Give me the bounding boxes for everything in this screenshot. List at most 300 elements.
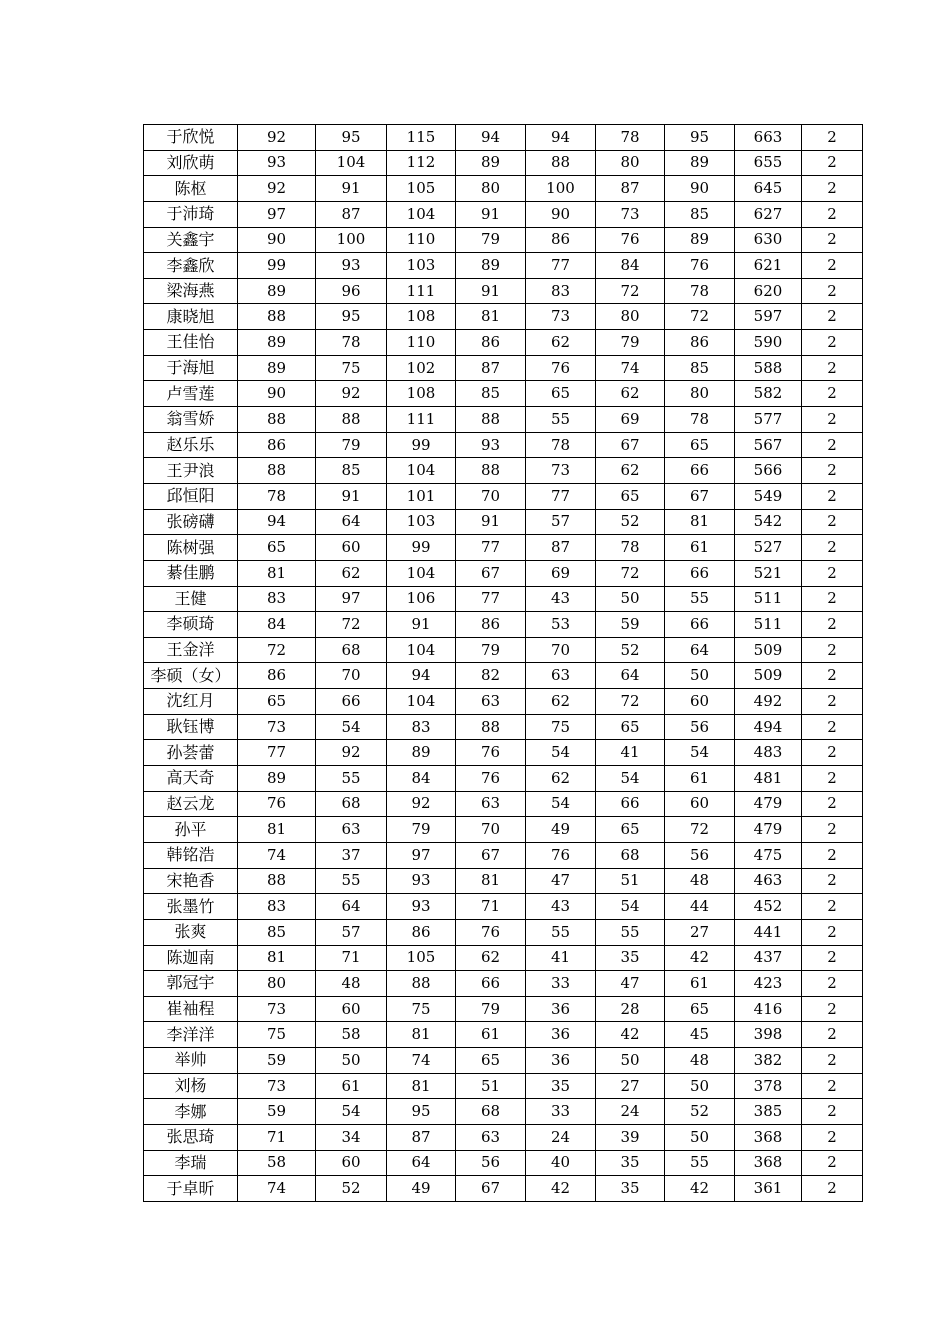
score-cell: 2 <box>802 381 863 407</box>
score-cell: 71 <box>316 945 387 971</box>
score-cell: 112 <box>387 150 456 176</box>
score-cell: 398 <box>735 1022 802 1048</box>
score-cell: 95 <box>665 125 735 151</box>
table-row <box>144 330 863 356</box>
score-cell: 55 <box>526 407 596 433</box>
student-name-cell: 于沛琦 <box>144 201 238 227</box>
score-cell: 77 <box>456 586 526 612</box>
score-cell: 66 <box>665 458 735 484</box>
score-cell: 85 <box>456 381 526 407</box>
score-cell: 627 <box>735 201 802 227</box>
score-cell: 77 <box>526 253 596 279</box>
score-cell: 88 <box>456 458 526 484</box>
score-cell: 79 <box>596 330 665 356</box>
score-cell: 2 <box>802 817 863 843</box>
score-cell: 76 <box>526 355 596 381</box>
score-cell: 50 <box>665 1073 735 1099</box>
score-cell: 81 <box>387 1022 456 1048</box>
score-cell: 88 <box>238 868 316 894</box>
score-cell: 66 <box>596 791 665 817</box>
score-cell: 102 <box>387 355 456 381</box>
score-cell: 475 <box>735 842 802 868</box>
table-row <box>144 612 863 638</box>
score-cell: 104 <box>387 689 456 715</box>
score-cell: 79 <box>456 637 526 663</box>
score-cell: 85 <box>665 355 735 381</box>
score-cell: 577 <box>735 407 802 433</box>
score-cell: 368 <box>735 1124 802 1150</box>
score-cell: 86 <box>456 612 526 638</box>
score-cell: 70 <box>456 817 526 843</box>
score-cell: 416 <box>735 996 802 1022</box>
score-cell: 368 <box>735 1150 802 1176</box>
score-cell: 62 <box>316 560 387 586</box>
score-cell: 55 <box>316 766 387 792</box>
score-cell: 33 <box>526 1099 596 1125</box>
score-cell: 94 <box>238 509 316 535</box>
score-cell: 81 <box>238 945 316 971</box>
score-cell: 2 <box>802 714 863 740</box>
score-cell: 630 <box>735 227 802 253</box>
score-cell: 56 <box>456 1150 526 1176</box>
score-cell: 74 <box>387 1048 456 1074</box>
student-name-cell: 关鑫宇 <box>144 227 238 253</box>
score-cell: 76 <box>456 766 526 792</box>
score-cell: 78 <box>238 483 316 509</box>
score-cell: 63 <box>456 791 526 817</box>
table-row <box>144 971 863 997</box>
score-cell: 85 <box>316 458 387 484</box>
score-cell: 361 <box>735 1176 802 1202</box>
score-cell: 97 <box>238 201 316 227</box>
score-cell: 35 <box>596 1150 665 1176</box>
student-name-cell: 王金洋 <box>144 637 238 663</box>
score-cell: 53 <box>526 612 596 638</box>
score-cell: 2 <box>802 1124 863 1150</box>
score-cell: 86 <box>238 663 316 689</box>
score-cell: 2 <box>802 919 863 945</box>
score-cell: 81 <box>665 509 735 535</box>
score-cell: 103 <box>387 253 456 279</box>
score-cell: 51 <box>596 868 665 894</box>
score-cell: 54 <box>596 894 665 920</box>
score-cell: 79 <box>456 996 526 1022</box>
table-row <box>144 689 863 715</box>
score-cell: 42 <box>665 1176 735 1202</box>
score-cell: 60 <box>316 1150 387 1176</box>
score-cell: 2 <box>802 253 863 279</box>
score-cell: 103 <box>387 509 456 535</box>
score-cell: 52 <box>596 509 665 535</box>
score-cell: 41 <box>596 740 665 766</box>
score-cell: 92 <box>316 740 387 766</box>
score-cell: 63 <box>316 817 387 843</box>
score-cell: 75 <box>316 355 387 381</box>
score-cell: 61 <box>665 535 735 561</box>
score-cell: 84 <box>387 766 456 792</box>
score-cell: 43 <box>526 894 596 920</box>
score-cell: 48 <box>316 971 387 997</box>
score-cell: 385 <box>735 1099 802 1125</box>
score-cell: 509 <box>735 663 802 689</box>
score-cell: 527 <box>735 535 802 561</box>
score-cell: 36 <box>526 996 596 1022</box>
table-row <box>144 894 863 920</box>
score-cell: 76 <box>596 227 665 253</box>
table-row <box>144 1022 863 1048</box>
score-cell: 73 <box>238 714 316 740</box>
score-cell: 89 <box>456 150 526 176</box>
score-cell: 62 <box>526 766 596 792</box>
score-cell: 49 <box>387 1176 456 1202</box>
score-cell: 83 <box>526 278 596 304</box>
score-cell: 68 <box>596 842 665 868</box>
score-cell: 50 <box>316 1048 387 1074</box>
score-cell: 83 <box>238 894 316 920</box>
table-row <box>144 150 863 176</box>
score-cell: 79 <box>316 432 387 458</box>
score-cell: 2 <box>802 176 863 202</box>
score-cell: 72 <box>596 689 665 715</box>
score-cell: 549 <box>735 483 802 509</box>
score-cell: 47 <box>526 868 596 894</box>
score-cell: 63 <box>456 689 526 715</box>
score-cell: 2 <box>802 637 863 663</box>
score-cell: 64 <box>387 1150 456 1176</box>
score-cell: 72 <box>316 612 387 638</box>
score-cell: 441 <box>735 919 802 945</box>
score-cell: 111 <box>387 278 456 304</box>
score-cell: 65 <box>665 996 735 1022</box>
student-name-cell: 王佳怡 <box>144 330 238 356</box>
score-cell: 67 <box>596 432 665 458</box>
score-cell: 55 <box>665 1150 735 1176</box>
score-cell: 111 <box>387 407 456 433</box>
score-cell: 72 <box>238 637 316 663</box>
score-cell: 481 <box>735 766 802 792</box>
score-cell: 80 <box>596 150 665 176</box>
score-cell: 66 <box>665 612 735 638</box>
score-cell: 100 <box>316 227 387 253</box>
score-cell: 65 <box>665 432 735 458</box>
score-cell: 70 <box>456 483 526 509</box>
score-cell: 73 <box>526 458 596 484</box>
score-cell: 2 <box>802 1176 863 1202</box>
score-cell: 99 <box>238 253 316 279</box>
score-cell: 76 <box>456 919 526 945</box>
score-cell: 86 <box>456 330 526 356</box>
score-cell: 104 <box>387 637 456 663</box>
score-cell: 74 <box>596 355 665 381</box>
score-cell: 437 <box>735 945 802 971</box>
score-cell: 87 <box>456 355 526 381</box>
score-cell: 542 <box>735 509 802 535</box>
score-cell: 65 <box>238 689 316 715</box>
table-row <box>144 663 863 689</box>
score-cell: 91 <box>456 509 526 535</box>
score-cell: 36 <box>526 1022 596 1048</box>
score-cell: 88 <box>238 458 316 484</box>
score-cell: 81 <box>456 868 526 894</box>
score-cell: 58 <box>316 1022 387 1048</box>
score-cell: 588 <box>735 355 802 381</box>
table-row <box>144 201 863 227</box>
student-name-cell: 梁海燕 <box>144 278 238 304</box>
table-row <box>144 791 863 817</box>
score-cell: 40 <box>526 1150 596 1176</box>
score-cell: 34 <box>316 1124 387 1150</box>
table-row <box>144 842 863 868</box>
score-cell: 67 <box>665 483 735 509</box>
score-cell: 67 <box>456 842 526 868</box>
score-cell: 87 <box>526 535 596 561</box>
score-cell: 582 <box>735 381 802 407</box>
score-cell: 78 <box>596 535 665 561</box>
score-cell: 2 <box>802 586 863 612</box>
score-cell: 92 <box>316 381 387 407</box>
score-cell: 80 <box>238 971 316 997</box>
score-cell: 94 <box>456 125 526 151</box>
score-cell: 54 <box>526 791 596 817</box>
score-cell: 43 <box>526 586 596 612</box>
table-row <box>144 432 863 458</box>
score-cell: 41 <box>526 945 596 971</box>
score-cell: 79 <box>456 227 526 253</box>
score-cell: 511 <box>735 612 802 638</box>
score-cell: 64 <box>316 509 387 535</box>
score-cell: 597 <box>735 304 802 330</box>
score-cell: 73 <box>238 996 316 1022</box>
student-name-cell: 康晓旭 <box>144 304 238 330</box>
score-cell: 39 <box>596 1124 665 1150</box>
score-cell: 72 <box>665 304 735 330</box>
score-cell: 28 <box>596 996 665 1022</box>
score-cell: 2 <box>802 150 863 176</box>
student-name-cell: 刘杨 <box>144 1073 238 1099</box>
score-cell: 77 <box>238 740 316 766</box>
score-cell: 54 <box>596 766 665 792</box>
score-cell: 590 <box>735 330 802 356</box>
score-cell: 378 <box>735 1073 802 1099</box>
score-cell: 58 <box>238 1150 316 1176</box>
score-cell: 36 <box>526 1048 596 1074</box>
score-cell: 70 <box>316 663 387 689</box>
score-table <box>143 124 863 1202</box>
score-cell: 59 <box>596 612 665 638</box>
score-cell: 63 <box>526 663 596 689</box>
score-cell: 35 <box>596 945 665 971</box>
score-cell: 61 <box>665 971 735 997</box>
score-cell: 93 <box>316 253 387 279</box>
score-cell: 51 <box>456 1073 526 1099</box>
score-cell: 81 <box>456 304 526 330</box>
score-cell: 105 <box>387 945 456 971</box>
score-cell: 91 <box>456 201 526 227</box>
score-cell: 509 <box>735 637 802 663</box>
score-cell: 2 <box>802 458 863 484</box>
student-name-cell: 邱恒阳 <box>144 483 238 509</box>
score-cell: 104 <box>387 458 456 484</box>
student-name-cell: 陈枢 <box>144 176 238 202</box>
score-cell: 84 <box>596 253 665 279</box>
score-cell: 67 <box>456 1176 526 1202</box>
student-name-cell: 李硕（女） <box>144 663 238 689</box>
student-name-cell: 李娜 <box>144 1099 238 1125</box>
score-cell: 2 <box>802 278 863 304</box>
score-cell: 42 <box>596 1022 665 1048</box>
score-cell: 2 <box>802 1022 863 1048</box>
score-cell: 88 <box>526 150 596 176</box>
student-name-cell: 于海旭 <box>144 355 238 381</box>
score-cell: 86 <box>238 432 316 458</box>
score-cell: 90 <box>238 381 316 407</box>
score-cell: 108 <box>387 304 456 330</box>
score-cell: 27 <box>596 1073 665 1099</box>
score-cell: 93 <box>387 894 456 920</box>
student-name-cell: 李硕琦 <box>144 612 238 638</box>
score-cell: 55 <box>526 919 596 945</box>
score-cell: 2 <box>802 842 863 868</box>
score-cell: 52 <box>596 637 665 663</box>
student-name-cell: 翁雪娇 <box>144 407 238 433</box>
score-cell: 76 <box>456 740 526 766</box>
score-cell: 86 <box>665 330 735 356</box>
score-cell: 2 <box>802 227 863 253</box>
score-cell: 66 <box>316 689 387 715</box>
score-cell: 105 <box>387 176 456 202</box>
score-cell: 68 <box>316 791 387 817</box>
score-cell: 75 <box>238 1022 316 1048</box>
score-cell: 88 <box>456 407 526 433</box>
score-cell: 2 <box>802 1099 863 1125</box>
table-row <box>144 560 863 586</box>
score-cell: 59 <box>238 1099 316 1125</box>
score-cell: 90 <box>665 176 735 202</box>
table-row <box>144 868 863 894</box>
score-cell: 78 <box>665 407 735 433</box>
score-cell: 85 <box>665 201 735 227</box>
score-cell: 89 <box>238 330 316 356</box>
score-cell: 44 <box>665 894 735 920</box>
score-cell: 86 <box>387 919 456 945</box>
score-cell: 67 <box>456 560 526 586</box>
score-cell: 60 <box>665 689 735 715</box>
score-cell: 110 <box>387 330 456 356</box>
score-cell: 73 <box>596 201 665 227</box>
student-name-cell: 綦佳鹏 <box>144 560 238 586</box>
score-cell: 56 <box>665 842 735 868</box>
score-cell: 89 <box>387 740 456 766</box>
score-cell: 42 <box>665 945 735 971</box>
score-cell: 87 <box>316 201 387 227</box>
table-row <box>144 483 863 509</box>
score-cell: 104 <box>316 150 387 176</box>
score-cell: 2 <box>802 612 863 638</box>
score-cell: 93 <box>456 432 526 458</box>
score-cell: 2 <box>802 740 863 766</box>
score-cell: 47 <box>596 971 665 997</box>
score-cell: 645 <box>735 176 802 202</box>
score-cell: 74 <box>238 842 316 868</box>
score-cell: 91 <box>456 278 526 304</box>
score-cell: 382 <box>735 1048 802 1074</box>
score-cell: 663 <box>735 125 802 151</box>
score-cell: 494 <box>735 714 802 740</box>
table-row <box>144 176 863 202</box>
score-cell: 621 <box>735 253 802 279</box>
score-cell: 88 <box>238 407 316 433</box>
student-name-cell: 王尹浪 <box>144 458 238 484</box>
score-cell: 2 <box>802 945 863 971</box>
table-row <box>144 1124 863 1150</box>
score-cell: 76 <box>665 253 735 279</box>
score-cell: 62 <box>526 330 596 356</box>
score-cell: 83 <box>238 586 316 612</box>
table-row <box>144 227 863 253</box>
score-cell: 2 <box>802 125 863 151</box>
score-cell: 511 <box>735 586 802 612</box>
table-row <box>144 945 863 971</box>
table-row <box>144 304 863 330</box>
score-cell: 89 <box>238 278 316 304</box>
table-row <box>144 637 863 663</box>
score-cell: 86 <box>526 227 596 253</box>
score-cell: 81 <box>238 560 316 586</box>
score-cell: 97 <box>387 842 456 868</box>
score-cell: 24 <box>526 1124 596 1150</box>
score-cell: 65 <box>596 483 665 509</box>
score-cell: 88 <box>316 407 387 433</box>
score-cell: 63 <box>456 1124 526 1150</box>
score-cell: 2 <box>802 1048 863 1074</box>
score-cell: 50 <box>596 586 665 612</box>
score-cell: 567 <box>735 432 802 458</box>
score-cell: 2 <box>802 766 863 792</box>
score-cell: 91 <box>316 483 387 509</box>
student-name-cell: 张墨竹 <box>144 894 238 920</box>
score-cell: 62 <box>596 458 665 484</box>
score-cell: 89 <box>238 766 316 792</box>
student-name-cell: 张磅礴 <box>144 509 238 535</box>
score-cell: 69 <box>526 560 596 586</box>
score-cell: 104 <box>387 201 456 227</box>
score-cell: 78 <box>526 432 596 458</box>
score-cell: 76 <box>238 791 316 817</box>
score-cell: 91 <box>316 176 387 202</box>
score-cell: 81 <box>387 1073 456 1099</box>
score-cell: 2 <box>802 971 863 997</box>
score-cell: 2 <box>802 868 863 894</box>
student-name-cell: 陈树强 <box>144 535 238 561</box>
score-cell: 95 <box>316 304 387 330</box>
score-cell: 61 <box>665 766 735 792</box>
table-row <box>144 1176 863 1202</box>
student-name-cell: 崔袖程 <box>144 996 238 1022</box>
score-cell: 479 <box>735 791 802 817</box>
score-cell: 49 <box>526 817 596 843</box>
score-cell: 60 <box>665 791 735 817</box>
score-cell: 59 <box>238 1048 316 1074</box>
score-cell: 54 <box>526 740 596 766</box>
score-cell: 52 <box>316 1176 387 1202</box>
score-cell: 71 <box>456 894 526 920</box>
table-row <box>144 381 863 407</box>
score-cell: 94 <box>387 663 456 689</box>
score-cell: 97 <box>316 586 387 612</box>
score-cell: 75 <box>387 996 456 1022</box>
table-row <box>144 996 863 1022</box>
table-row <box>144 1099 863 1125</box>
